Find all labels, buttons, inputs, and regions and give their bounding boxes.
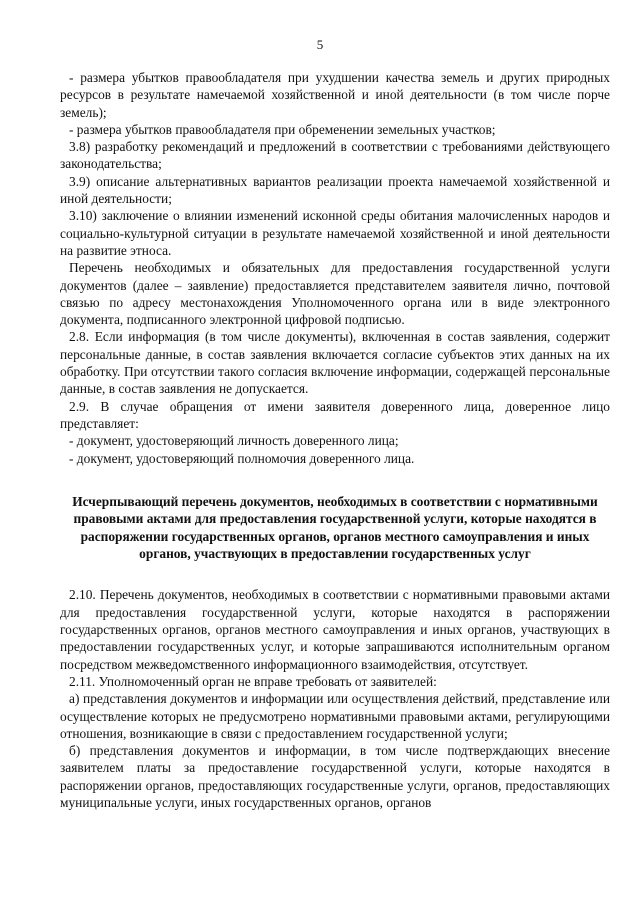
- section-heading: Исчерпывающий перечень документов, необходимых в соответствии с нормативными правовыми актами для предоставления государственной услуги, которые находятся в распоряжении государственных органов, органов местного самоуправления и иных органов, участвующих в предоставлении государственных услуг: [72, 493, 598, 562]
- paragraph: 3.8) разработку рекомендаций и предложений в соответствии с требованиями действующего законодательства;: [60, 139, 610, 172]
- paragraph: Перечень необходимых и обязательных для предоставления государственной услуги документов (далее – заявление) предоставляется представителем заявителя лично, почтовой связью по адресу местонахождения Уполномоченного органа или в виде электронного документа, подписанного электронной цифровой подписью.: [60, 260, 610, 328]
- paragraph: а) представления документов и информации или осуществления действий, представление или осуществление которых не предусмотрено нормативными правовыми актами, регулирующими отношения, возникающие в связи с предоставлением государственной услуги;: [60, 691, 610, 741]
- paragraph: 3.9) описание альтернативных вариантов реализации проекта намечаемой хозяйственной и иной деятельности;: [60, 173, 610, 207]
- paragraph: - документ, удостоверяющий личность доверенного лица;: [69, 433, 399, 449]
- paragraph: 2.10. Перечень документов, необходимых в соответствии с нормативными правовыми актами для предоставления государственной услуги, которые находятся в распоряжении государственных органов, органов местного самоуправления и иных органов, участвующих в предоставлении государственных услуг, и которые запрашиваются исполнительным органом посредством межведомственного информационного взаимодействия, отсутствует.: [60, 587, 610, 672]
- paragraph: 2.9. В случае обращения от имени заявителя доверенного лица, доверенное лицо представляет:: [60, 398, 610, 431]
- paragraph: 2.8. Если информация (в том числе документы), включенная в состав заявления, содержит персональные данные, в состав заявления включается согласие субъектов этих данных на их обработку. При отсутствии такого согласия включение информации, содержащей персональные данные, в состав заявления не допускается.: [60, 329, 610, 397]
- paragraph: - размера убытков правообладателя при ухудшении качества земель и других природных ресурсов в результате намечаемой хозяйственной и иной деятельности (в том числе порче земель);: [60, 70, 610, 120]
- paragraph: б) представления документов и информации, в том числе подтверждающих внесение заявителем платы за предоставление государственной услуги, которые находятся в распоряжении органов, предоставляющих государственные услуги, органов, предоставляющих муниципальные услуги, иных государственных органов, органов: [60, 743, 610, 811]
- page-number: 5: [316, 37, 324, 52]
- page-content: [60, 69, 610, 811]
- paragraph: 2.11. Уполномоченный орган не вправе требовать от заявителей:: [69, 673, 437, 689]
- paragraph: - документ, удостоверяющий полномочия доверенного лица.: [69, 450, 415, 466]
- paragraph: - размера убытков правообладателя при обременении земельных участков;: [69, 121, 496, 137]
- paragraph: 3.10) заключение о влиянии изменений исконной среды обитания малочисленных народов и социально-культурной ситуации в результате намечаемой хозяйственной и иной деятельности на развитие этноса.: [60, 208, 610, 258]
